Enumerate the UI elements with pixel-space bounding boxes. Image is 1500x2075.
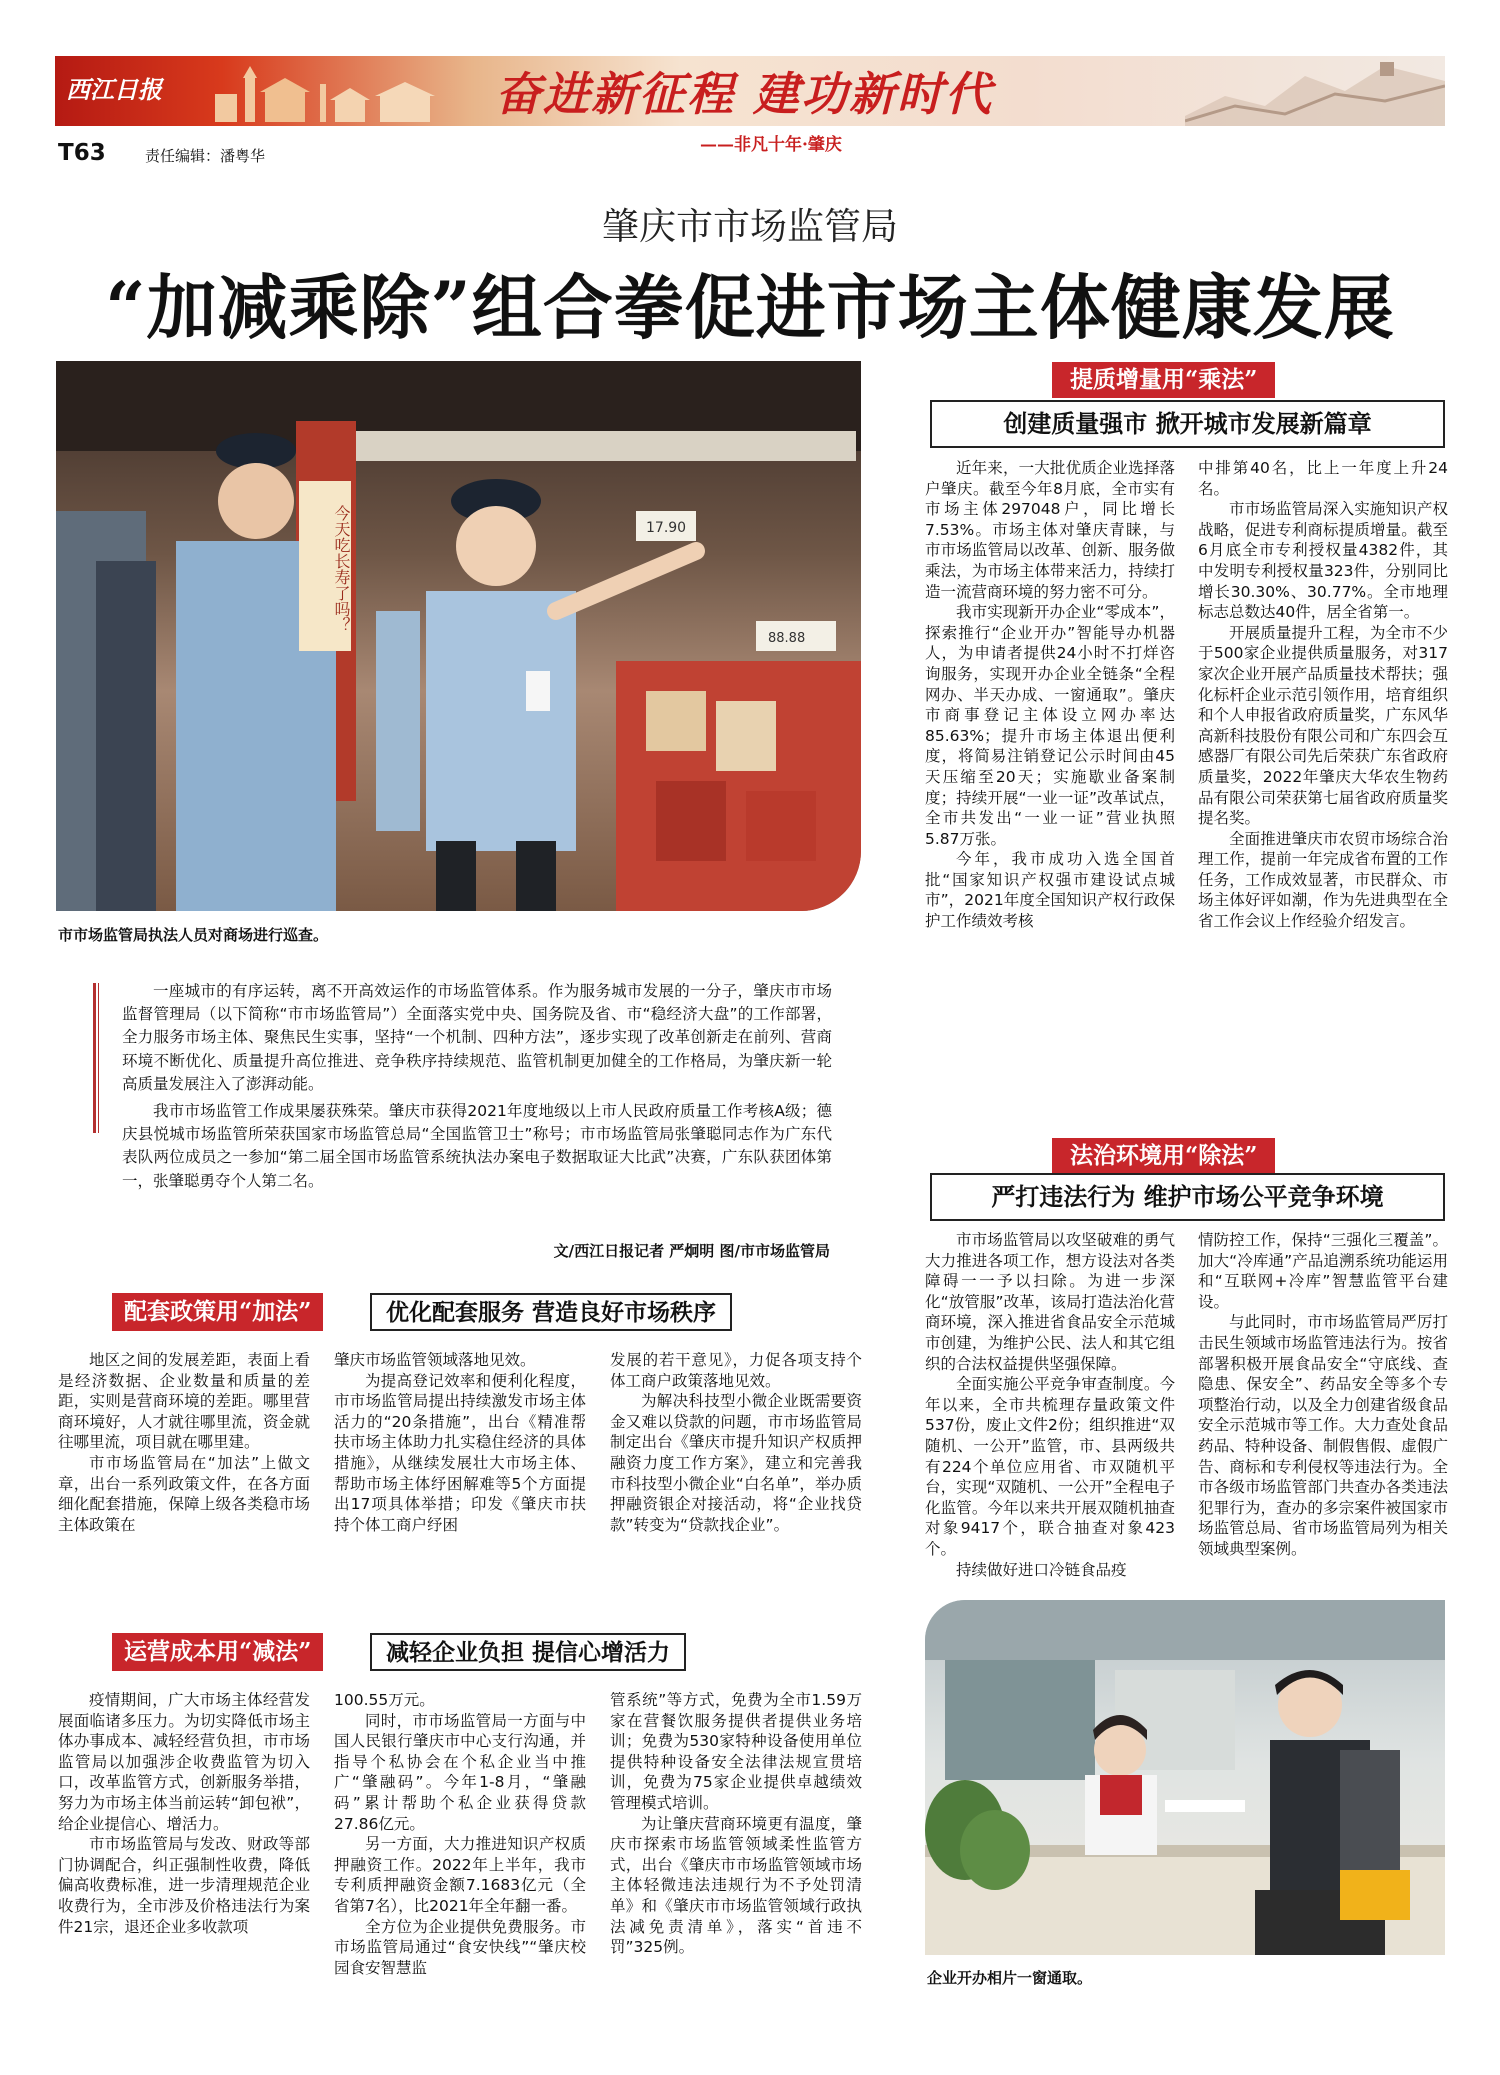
section-title-divide: 严打违法行为 维护市场公平竞争环境 — [930, 1173, 1445, 1221]
paragraph: 市市场监管局在“加法”上做文章，出台一系列政策文件，在各方面细化配套措施，保障上级各类稳市场主体政策在 — [58, 1453, 310, 1534]
intro-paragraph: 一座城市的有序运转，离不开高效运作的市场监管体系。作为服务城市发展的一分子，肇庆市市场监督管理局（以下简称“市市场监管局”）全面落实党中央、国务院及省、市“稳经济大盘”的工作部署，全力服务市场主体、聚焦民生实事，坚持“一个机制、四种方法”，逐步实现了改革创新走在前列、营商环境不断优化、质量提升高位推进、竞争秩序持续规范、监管机制更加健全的工作格局，为肇庆新一轮高质量发展注入了澎湃动能。 — [122, 982, 832, 1093]
subtract-column-3 — [610, 1690, 862, 1958]
banner-slogan: 奋进新征程 建功新时代 — [495, 67, 994, 121]
editor-credit: 责任编辑：潘粤华 — [145, 147, 266, 165]
paragraph: 情防控工作，保持“三强化三覆盖”。加大“冷库通”产品追溯系统功能运用和“互联网+冷库”智慧监管平台建设。 — [1198, 1231, 1448, 1311]
paragraph: 全面实施公平竞争审查制度。今年以来，全市共梳理存量政策文件537份，废止文件2份；组织推进“双随机、一公开”监管，市、县两级共有224个单位应用省、市双随机平台，实现“双随机、一公开”全程电子化监管。今年以来共开展双随机抽查对象9417个，联合抽查对象423个。 — [925, 1375, 1175, 1558]
section-title-multiply: 创建质量强市 掀开城市发展新篇章 — [930, 400, 1445, 448]
paragraph: 开展质量提升工程，为全市不少于500家企业提供质量服务，对317家次企业开展产品质量技术帮扶；强化标杆企业示范引领作用，培育组织和个人申报省政府质量奖，广东风华高新科技股份有限公司和广东四会互感器厂有限公司先后荣获广东省政府质量奖，2022年肇庆大华农生物药品有限公司荣获第七届省政府质量奖提名奖。 — [1198, 623, 1448, 828]
paragraph: 肇庆市场监管领域落地见效。 — [334, 1351, 536, 1369]
add-column-2 — [334, 1350, 586, 1535]
paragraph: 发展的若干意见》，力促各项支持个体工商户政策落地见效。 — [610, 1351, 862, 1390]
section-tag-multiply: 提质增量用“乘法” — [1052, 362, 1275, 398]
paragraph: 地区之间的发展差距，表面上看是经济数据、企业数量和质量的差距，实则是营商环境的差距。哪里营商环境好，人才就往哪里流，资金就往哪里流，项目就在哪里建。 — [58, 1351, 310, 1452]
section-tag-add: 配套政策用“加法” — [112, 1293, 323, 1331]
add-column-3 — [610, 1350, 862, 1535]
inspection-photo — [56, 361, 861, 911]
paragraph: 市市场监管局以攻坚破难的勇气大力推进各项工作，想方设法对各类障碍一一予以扫除。为进一步深化“放管服”改革，该局打造法治化营商环境，深入推进省食品安全示范城市创建，为维护公民、法人和其它组织的合法权益提供坚强保障。 — [925, 1231, 1175, 1373]
section-tag-subtract: 运营成本用“减法” — [112, 1633, 323, 1671]
banner-subslogan: ——非凡十年·肇庆 — [700, 135, 842, 155]
paragraph: 为解决科技型小微企业既需要资金又难以贷款的问题，市市场监管局制定出台《肇庆市提升知识产权质押融资力度工作方案》，建立和完善我市科技型小微企业“白名单”，举办质押融资银企对接活动，将“企业找贷款”转变为“贷款找企业”。 — [610, 1392, 862, 1534]
paragraph: 与此同时，市市场监管局严厉打击民生领域市场监管违法行为。按省部署积极开展食品安全“守底线、查隐患、保安全”、药品安全等多个专项整治行动，以及全力创建省级食品安全示范城市等工作。大力查处食品药品、特种设备、制假售假、虚假广告、商标和专利侵权等违法行为。全市各级市场监管部门共查办各类违法犯罪行为，查办的多宗案件被国家市场监管总局、省市场监管局列为相关领域典型案例。 — [1198, 1313, 1448, 1558]
great-wall-illustration — [1185, 56, 1445, 126]
paragraph: 市市场监管局与发改、财政等部门协调配合，纠正强制性收费，降低偏高收费标准，进一步清理规范企业收费行为，全市涉及价格违法行为案件21宗，退还企业多收款项 — [58, 1835, 310, 1936]
article-kicker: 肇庆市市场监管局 — [602, 205, 898, 248]
add-column-1 — [58, 1350, 310, 1535]
paragraph: 100.55万元。 — [334, 1691, 435, 1709]
paragraph: 近年来，一大批优质企业选择落户肇庆。截至今年8月底，全市实有市场主体297048户，同比增长7.53%。市场主体对肇庆青睐，与市市场监管局以改革、创新、服务做乘法，为市场主体带来活力，持续打造一流营商环境的努力密不可分。 — [925, 459, 1175, 601]
price-tag-text: 17.90 — [646, 520, 687, 536]
section-title-add: 优化配套服务 营造良好市场秩序 — [370, 1293, 732, 1331]
photo1-caption: 市市场监管局执法人员对商场进行巡查。 — [58, 926, 329, 944]
paragraph: 我市实现新开办企业“零成本”，探索推行“企业开办”智能导办机器人，为申请者提供24小时不打烊咨询服务，实现开办企业全链条“全程网办、半天办成、一窗通取”。肇庆市商事登记主体设立网办率达85.63%；提升市场主体退出便利度，将简易注销登记公示时间由45天压缩至20天；实施歇业备案制度；持续开展“一业一证”改革试点，全市共发出“一业一证”营业执照5.87万张。 — [925, 603, 1175, 848]
vertical-shop-sign: 今天吃长寿了吗？ — [299, 481, 351, 651]
section-tag-divide: 法治环境用“除法” — [1052, 1138, 1275, 1174]
subtract-column-1 — [58, 1690, 310, 1937]
section-title-subtract: 减轻企业负担 提信心增活力 — [370, 1633, 686, 1671]
header-banner — [55, 56, 1445, 126]
paragraph: 管系统”等方式，免费为全市1.59万家在营餐饮服务提供者提供业务培训；免费为530家特种设备使用单位提供特种设备安全法律法规宣贯培训，免费为75家企业提供卓越绩效管理模式培训。 — [610, 1691, 862, 1812]
price-tag-text-2: 88.88 — [768, 631, 806, 646]
paragraph: 疫情期间，广大市场主体经营发展面临诸多压力。为切实降低市场主体办事成本、减轻经营负担，市市场监管局以加强涉企收费监管为切入口，改革监管方式，创新服务举措，努力为市场主体当前运转“卸包袱”，给企业提信心、增活力。 — [58, 1691, 310, 1833]
page-number: T63 — [58, 140, 106, 166]
service-window-photo — [925, 1600, 1445, 1955]
divide-column-2 — [1198, 1230, 1448, 1560]
paragraph: 市市场监管局深入实施知识产权战略，促进专利商标提质增量。截至6月底全市专利授权量4382件，其中发明专利授权量323件，分别同比增长30.30%、30.77%。全市地理标志总数达40件，居全省第一。 — [1198, 500, 1448, 622]
intro-accent-bar — [93, 983, 99, 1133]
article-byline: 文/西江日报记者 严炯明 图/市市场监管局 — [553, 1242, 830, 1260]
newspaper-logo: 西江日报 — [66, 75, 162, 104]
divide-column-1 — [925, 1230, 1175, 1580]
multiply-column-1 — [925, 458, 1175, 932]
skyline-illustration — [205, 64, 455, 122]
article-headline: “加减乘除”组合拳促进市场主体健康发展 — [105, 266, 1395, 349]
article-intro — [122, 980, 832, 1193]
intro-paragraph: 我市市场监管工作成果屡获殊荣。肇庆市获得2021年度地级以上市人民政府质量工作考核A级；德庆县悦城市场监管所荣获国家市场监管总局“全国监管卫士”称号；市市场监管局张肇聪同志作为广东代表队两位成员之一参加“第二届全国市场监管系统执法办案电子数据取证大比武”决赛，广东队获团体第一，张肇聪勇夺个人第二名。 — [122, 1102, 832, 1190]
paragraph: 全方位为企业提供免费服务。市市场监管局通过“食安快线”“肇庆校园食安智慧监 — [334, 1917, 586, 1977]
paragraph: 全面推进肇庆市农贸市场综合治理工作，提前一年完成省布置的工作任务，工作成效显著，市民群众、市场主体好评如潮，作为先进典型在全省工作会议上作经验介绍发言。 — [1198, 829, 1448, 931]
paragraph: 为让肇庆营商环境更有温度，肇庆市探索市场监管领域柔性监管方式，出台《肇庆市市场监管领域市场主体轻微违法违规行为不予处罚清单》和《肇庆市市场监管领域行政执法减免责清单》，落实“首违不罚”325例。 — [610, 1814, 862, 1957]
paragraph: 同时，市市场监管局一方面与中国人民银行肇庆市中心支行沟通，并指导个私协会在个私企业当中推广“肇融码”。今年1-8月，“肇融码”累计帮助个私企业获得贷款27.86亿元。 — [334, 1711, 586, 1833]
paragraph: 今年，我市成功入选全国首批“国家知识产权强市建设试点城市”，2021年度全国知识产权行政保护工作绩效考核 — [925, 850, 1175, 931]
paragraph: 为提高登记效率和便利化程度，市市场监管局提出持续激发市场主体活力的“20条措施”，出台《精准帮扶市场主体助力扎实稳住经济的具体措施》，从继续发展壮大市场主体、帮助市场主体纾困解难等5个方面提出17项具体举措；印发《肇庆市扶持个体工商户纾困 — [334, 1371, 586, 1534]
subtract-column-2 — [334, 1690, 586, 1978]
photo2-caption: 企业开办相片一窗通取。 — [927, 1969, 1093, 1987]
paragraph: 持续做好进口冷链食品疫 — [956, 1560, 1127, 1579]
paragraph: 另一方面，大力推进知识产权质押融资工作。2022年上半年，我市专利质押融资金额7.1683亿元（全省第7名），比2021年全年翻一番。 — [334, 1835, 586, 1915]
multiply-column-2 — [1198, 458, 1448, 932]
paragraph: 中排第40名，比上一年度上升24名。 — [1198, 459, 1448, 498]
